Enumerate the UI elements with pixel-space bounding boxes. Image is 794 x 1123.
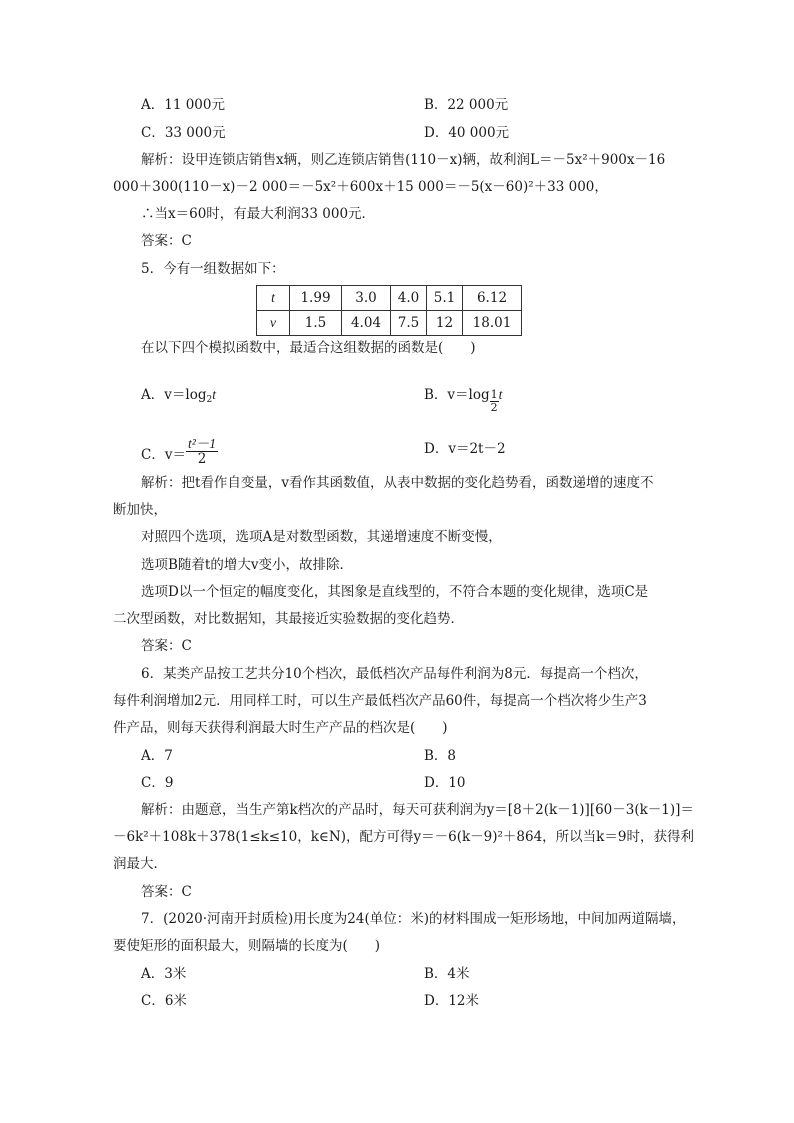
q5-solution-line-5: 选项D以一个恒定的幅度变化，其图象是直线型的，不符合本题的变化规律，选项C是 — [141, 584, 649, 600]
q6-option-b: B．8 — [424, 748, 457, 764]
q4-option-a: A．11 000元 — [141, 97, 225, 113]
q5-question: 在以下四个模拟函数中，最适合这组数据的函数是( ) — [141, 340, 476, 356]
fraction-numerator: 1 — [490, 388, 498, 401]
fraction-numerator: t²－1 — [187, 436, 217, 451]
q6-option-d: D．10 — [424, 775, 466, 791]
q4-solution-line-1: 解析：设甲连锁店销售x辆，则乙连锁店销售(110－x)辆，故利润L＝－5x²＋900x－16 — [141, 152, 666, 168]
table-cell: 4.0 — [391, 286, 427, 311]
table-cell: 6.12 — [463, 286, 522, 311]
q6-answer: 答案：C — [141, 884, 192, 900]
q5-stem: 5．今有一组数据如下： — [141, 261, 285, 277]
q4-solution-line-2: 000＋300(110－x)－2 000＝－5x²＋600x＋15 000＝－5(x－60)²＋33 000， — [113, 179, 608, 195]
table-cell: 18.01 — [463, 311, 522, 336]
q7-stem-line-1: 7．(2020·河南开封质检)用长度为24(单位：米)的材料围成一矩形场地，中间加两道隔墙， — [141, 911, 686, 927]
q7-option-d: D．12米 — [424, 993, 480, 1009]
q6-stem-line-1: 6．某类产品按工艺共分10个档次，最低档次产品每件利润为8元．每提高一个档次， — [141, 666, 648, 682]
q5-option-a-text: A．v＝log — [141, 387, 207, 403]
q7-option-b: B．4米 — [424, 966, 470, 982]
q5-option-c — [141, 436, 218, 471]
fraction-denominator: 2 — [490, 401, 498, 414]
q5-option-d: D．v＝2t－2 — [424, 441, 506, 457]
q6-solution-line-2: －6k²＋108k＋378(1≤k≤10，k∈N)，配方可得y＝－6(k－9)²＋864，所以当k＝9时，获得利 — [113, 829, 694, 845]
q4-solution-line-3: ∴当x＝60时，有最大利润33 000元． — [141, 206, 376, 222]
table-cell: 1.99 — [290, 286, 342, 311]
q5-solution-line-6: 二次型函数，对比数据知，其最接近实验数据的变化趋势． — [113, 611, 464, 627]
table-cell: 12 — [427, 311, 463, 336]
table-cell: t — [257, 286, 290, 311]
q5-option-a — [141, 386, 216, 404]
q6-solution-line-1: 解析：由题意，当生产第k档次的产品时，每天可获利润为y＝[8＋2(k－1)][60－3(k－1)]＝ — [141, 802, 694, 818]
table-row — [257, 286, 522, 311]
q5-data-table — [256, 285, 522, 336]
q4-option-d: D．40 000元 — [424, 125, 510, 141]
q6-option-a: A．7 — [141, 748, 173, 764]
q5-option-a-base: 2 — [206, 395, 213, 405]
q5-option-b — [424, 386, 502, 414]
table-cell: 4.04 — [342, 311, 391, 336]
q7-option-a: A．3米 — [141, 966, 187, 982]
q6-stem-line-2: 每件利润增加2元．用同样工时，可以生产最低档次产品60件，每提高一个档次将少生产3 — [113, 693, 647, 709]
q5-option-c-text: C．v＝ — [141, 447, 186, 463]
q6-option-c: C．9 — [141, 775, 174, 791]
q5-solution-line-2: 断加快， — [113, 502, 167, 518]
q5-option-b-text: B．v＝log — [424, 387, 490, 403]
table-cell: 1.5 — [290, 311, 342, 336]
q5-option-b-base — [490, 389, 499, 414]
q5-solution-line-4: 选项B随着t的增大v变小，故排除． — [141, 557, 353, 573]
q5-solution-line-3: 对照四个选项，选项A是对数型函数，其递增速度不断变慢， — [141, 529, 502, 545]
table-cell: v — [257, 311, 290, 336]
q5-option-b-var: t — [498, 387, 503, 402]
q5-answer: 答案：C — [141, 638, 192, 654]
q5-option-a-var: t — [212, 387, 216, 402]
q4-answer: 答案：C — [141, 233, 192, 249]
q6-stem-line-3: 件产品，则每天获得利润最大时生产产品的档次是( ) — [113, 720, 448, 736]
fraction-denominator: 2 — [197, 451, 207, 467]
table-row — [257, 311, 522, 336]
table-cell: 3.0 — [342, 286, 391, 311]
table-cell: 7.5 — [391, 311, 427, 336]
q5-option-c-fraction — [186, 436, 218, 467]
q7-stem-line-2: 要使矩形的面积最大，则隔墙的长度为( ) — [113, 938, 381, 954]
q7-option-c: C．6米 — [141, 993, 187, 1009]
q4-option-c: C．33 000元 — [141, 125, 226, 141]
q4-option-b: B．22 000元 — [424, 97, 509, 113]
table-cell: 5.1 — [427, 286, 463, 311]
q6-solution-line-3: 润最大． — [113, 856, 167, 872]
q5-solution-line-1: 解析：把t看作自变量，v看作其函数值，从表中数据的变化趋势看，函数递增的速度不 — [141, 475, 654, 491]
